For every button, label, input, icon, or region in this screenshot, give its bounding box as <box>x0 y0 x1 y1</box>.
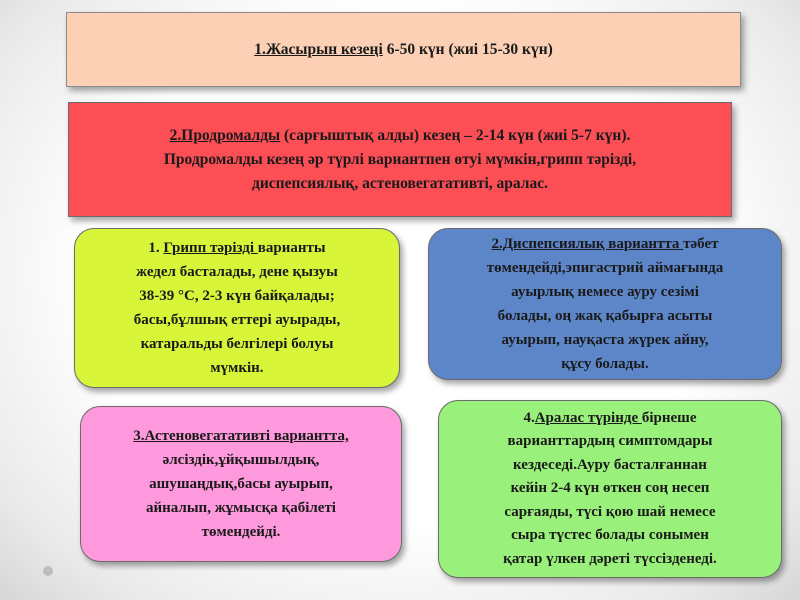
prodromal-line-3: диспепсиялық, астеновегатативті, аралас. <box>252 174 548 192</box>
dyspeptic-variant-text <box>487 232 723 376</box>
dyspeptic-title: 2.Диспепсиялық вариантта <box>491 236 684 252</box>
latent-period-duration: 6-50 күн (жиі 15-30 күн) <box>382 40 553 58</box>
prodromal-line-2: Продромалды кезең әр түрлі вариантпен өтуі мүмкін,грипп тәрізді, <box>163 150 637 168</box>
flu-like-variant-box <box>74 228 400 388</box>
latent-period-title: 1.Жасырын кезеңі <box>254 40 383 58</box>
dyspeptic-line-4: болады, оң жақ қабырға асыты <box>497 308 713 324</box>
dyspeptic-line-3: ауырлық немесе ауру сезімі <box>511 284 699 300</box>
flu-line-2: жедел басталады, дене қызуы <box>136 264 338 280</box>
mixed-line-4: кейін 2-4 күн өткен соң несеп <box>510 480 710 497</box>
flu-like-variant-text <box>134 236 340 380</box>
prodromal-period-box <box>68 102 732 217</box>
flu-number: 1. <box>148 240 164 256</box>
prodromal-duration: (сарғыштық алды) кезең – 2-14 күн (жиі 5-7 күн). <box>280 126 631 144</box>
mixed-line-5: сарғаяды, түсі қою шай немесе <box>504 503 716 520</box>
asthenic-title: 3.Астеновегатативті вариантта, <box>133 428 349 444</box>
flu-line-6: мүмкін. <box>210 360 264 376</box>
asthenic-line-2: әлсіздік,ұйқышылдық, <box>162 452 320 468</box>
asthenic-variant-box <box>80 406 402 562</box>
dyspeptic-line-1: тәбет <box>683 236 719 252</box>
dyspeptic-line-6: құсу болады. <box>561 356 649 372</box>
latent-period-box <box>66 12 741 87</box>
mixed-title: Аралас түрінде <box>534 409 642 426</box>
prodromal-period-text <box>164 124 636 196</box>
mixed-line-6: сыра түстес болады сонымен <box>511 527 709 544</box>
asthenic-line-4: айналып, жұмысқа қабілеті <box>146 500 336 516</box>
prodromal-title: 2.Продромалды <box>169 126 281 144</box>
dyspeptic-line-5: ауырып, науқаста жүрек айну, <box>501 332 709 348</box>
asthenic-variant-text <box>133 424 348 544</box>
flu-line-1: варианты <box>257 240 326 256</box>
dyspeptic-variant-box <box>428 228 782 380</box>
flu-line-5: катаральды белгілері болуы <box>140 336 334 352</box>
flu-title: Грипп тәрізді <box>163 240 258 256</box>
mixed-variant-text <box>503 407 717 572</box>
slide-bullet-dot <box>43 566 53 576</box>
mixed-variant-box <box>438 400 782 578</box>
mixed-line-1: бірнеше <box>641 409 697 426</box>
latent-period-text <box>254 38 553 62</box>
mixed-line-3: кездеседі.Ауру басталғаннан <box>513 456 707 473</box>
mixed-line-7: қатар үлкен дәреті түссізденеді. <box>503 550 717 567</box>
flu-line-4: басы,бұлшық еттері ауырады, <box>133 312 341 328</box>
mixed-number: 4. <box>523 409 535 426</box>
flu-line-3: 38-39 °С, 2-3 күн байқалады; <box>139 288 335 304</box>
asthenic-line-5: төмендейді. <box>201 524 281 540</box>
mixed-line-2: варианттардың симптомдары <box>507 433 713 450</box>
dyspeptic-line-2: төмендейді,эпигастрий аймағында <box>486 260 724 276</box>
asthenic-line-3: ашушаңдық,басы ауырып, <box>149 476 333 492</box>
